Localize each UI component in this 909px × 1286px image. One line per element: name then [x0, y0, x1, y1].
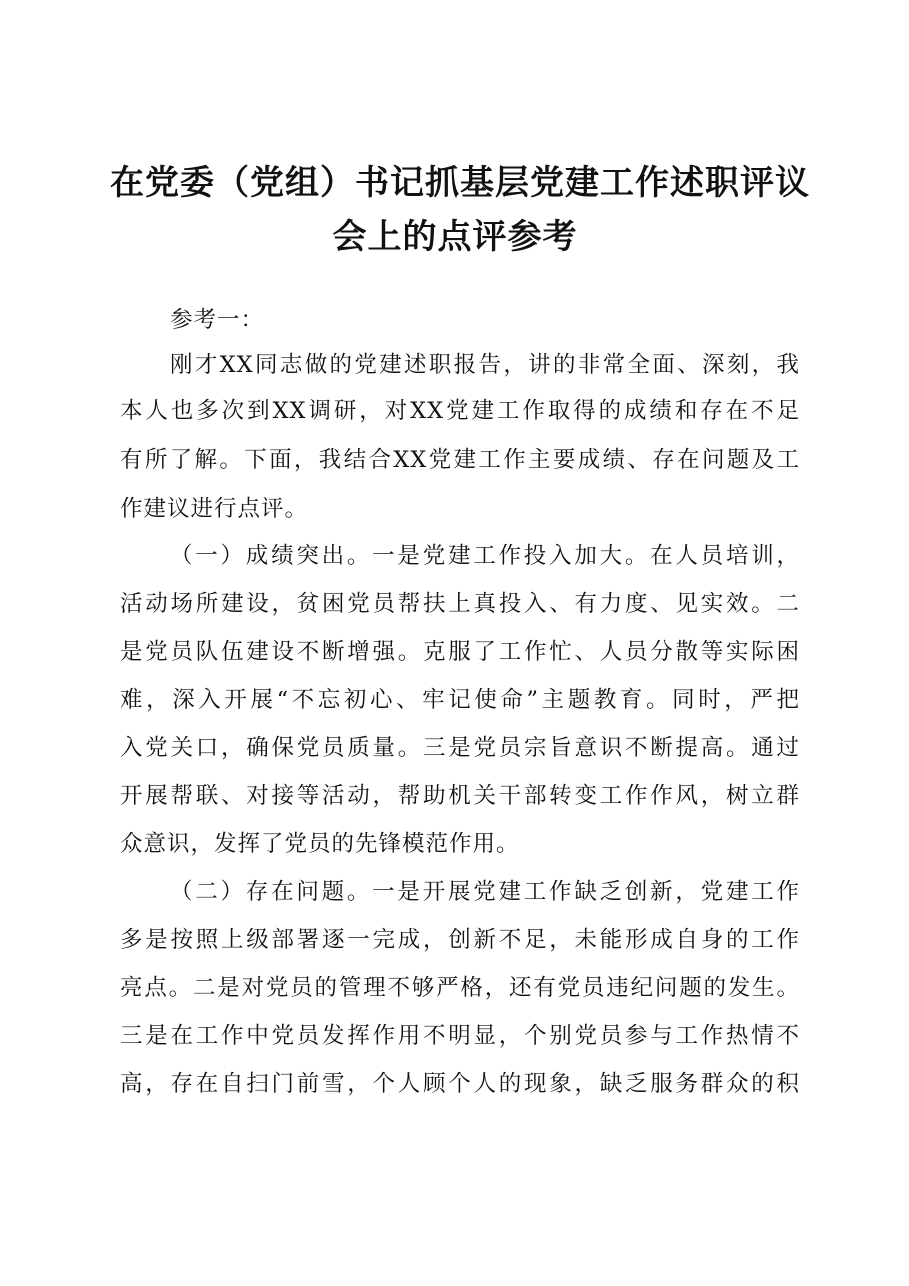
body-line: （二）存在问题。一是开展党建工作缺乏创新，党建工作 — [170, 879, 800, 905]
body-line: 亮点。二是对党员的管理不够严格，还有党员违纪问题的发生。 — [120, 975, 800, 1001]
body-line: 是党员队伍建设不断增强。克服了工作忙、人员分散等实际困 — [120, 639, 800, 665]
body-line: 多是按照上级部署逐一完成，创新不足，未能形成自身的工作 — [120, 927, 800, 953]
body-line: 有所了解。下面，我结合XX党建工作主要成绩、存在问题及工 — [120, 447, 800, 473]
body-line: 刚才XX同志做的党建述职报告，讲的非常全面、深刻，我 — [170, 352, 800, 378]
body-line: 三是在工作中党员发挥作用不明显，个别党员参与工作热情不 — [120, 1023, 800, 1049]
body-line: （一）成绩突出。一是党建工作投入加大。在人员培训， — [170, 543, 800, 569]
section-label: 参考一： — [170, 307, 265, 333]
body-line: 本人也多次到XX调研，对XX党建工作取得的成绩和存在不足 — [120, 398, 800, 424]
body-line: 高，存在自扫门前雪，个人顾个人的现象，缺乏服务群众的积 — [120, 1071, 800, 1097]
body-line: 众意识，发挥了党员的先锋模范作用。 — [120, 831, 520, 857]
body-line: 活动场所建设，贫困党员帮扶上真投入、有力度、见实效。二 — [120, 591, 800, 617]
body-line: 难，深入开展“不忘初心、牢记使命”主题教育。同时，严把 — [120, 687, 800, 713]
body-line: 入党关口，确保党员质量。三是党员宗旨意识不断提高。通过 — [120, 735, 800, 761]
document-title-line-2: 会上的点评参考 — [332, 217, 578, 257]
document-title-line-1: 在党委（党组）书记抓基层党建工作述职评议 — [110, 163, 810, 203]
body-line: 作建议进行点评。 — [120, 496, 309, 522]
body-line: 开展帮联、对接等活动，帮助机关干部转变工作作风，树立群 — [120, 783, 800, 809]
